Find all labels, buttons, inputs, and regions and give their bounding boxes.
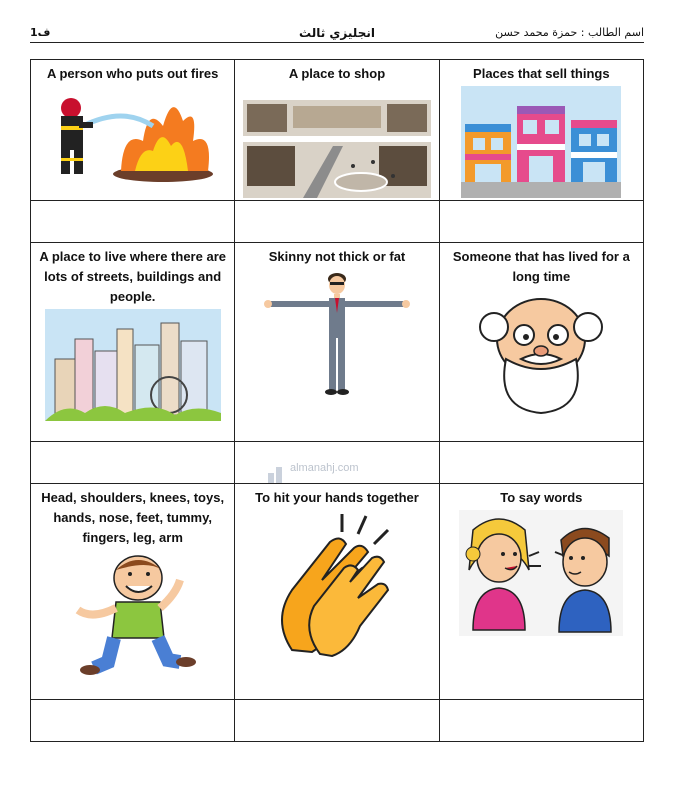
answer-box[interactable] (439, 700, 643, 742)
subject-title: انجليزي ثالث (299, 26, 375, 40)
dancing-boy-icon (68, 550, 198, 680)
firefighter-icon (43, 86, 223, 186)
prompt-row-1 (31, 60, 644, 201)
answer-box[interactable] (235, 700, 439, 742)
student-name: اسم الطالب : حمزة محمد حسن (495, 26, 644, 39)
prompt-label: A place to shop (288, 66, 386, 81)
prompt-label: A person who puts out fires (46, 66, 219, 81)
prompt-label: To hit your hands together (255, 490, 419, 505)
answer-box[interactable] (31, 201, 235, 243)
answer-box[interactable] (31, 700, 235, 742)
class-label: ف1 (30, 26, 51, 39)
prompt-label: Places that sell things (473, 66, 610, 81)
prompt-cell-firefighter (31, 60, 235, 201)
vocabulary-worksheet-table (30, 59, 644, 742)
answer-box[interactable] (235, 201, 439, 243)
shopping-mall-icon (243, 86, 431, 198)
thin-man-icon (262, 269, 412, 399)
bars-logo-icon (268, 464, 284, 483)
prompt-cell-shops (439, 60, 643, 201)
prompt-cell-mall (235, 60, 439, 201)
watermark-site: almanahj.com (290, 462, 359, 474)
talking-kids-icon (459, 510, 623, 636)
answer-box[interactable] (31, 442, 235, 484)
site-watermark (268, 462, 388, 532)
answer-row-3 (31, 700, 644, 742)
storefronts-icon (461, 86, 621, 198)
prompt-label: A place to live where there are lots of streets, buildings and people. (39, 249, 226, 304)
answer-box[interactable] (439, 201, 643, 243)
prompt-row-2 (31, 243, 644, 442)
prompt-label: Head, shoulders, knees, toys, hands, nose, feet, tummy, fingers, leg, arm (41, 490, 225, 545)
prompt-label: Skinny not thick or fat (268, 249, 406, 264)
prompt-label: To say words (500, 490, 583, 505)
prompt-cell-talk (439, 484, 643, 700)
clapping-hands-icon (262, 510, 412, 660)
answer-box[interactable] (439, 442, 643, 484)
page-header (30, 24, 644, 43)
prompt-cell-skinny (235, 243, 439, 442)
answer-row-1 (31, 201, 644, 243)
prompt-cell-old-man (439, 243, 643, 442)
prompt-cell-city (31, 243, 235, 442)
old-man-icon (466, 289, 616, 415)
city-icon (45, 309, 221, 421)
prompt-cell-body-parts (31, 484, 235, 700)
prompt-label: Someone that has lived for a long time (452, 249, 630, 284)
